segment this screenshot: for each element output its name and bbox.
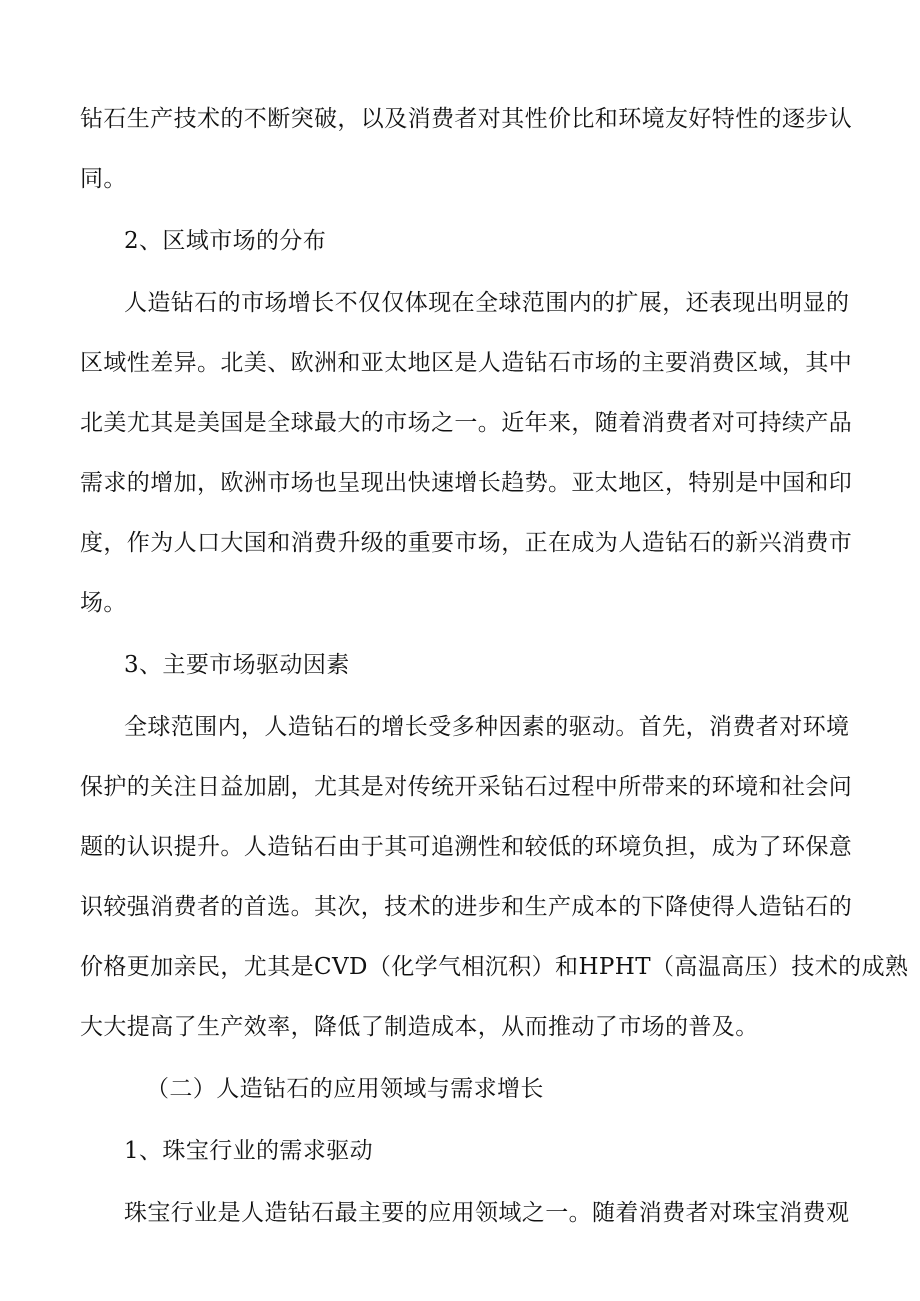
paragraph-drivers-line-3: 题的认识提升。人造钻石由于其可追溯性和较低的环境负担，成为了环保意 xyxy=(80,834,853,860)
paragraph-drivers-line-2: 保护的关注日益加剧，尤其是对传统开采钻石过程中所带来的环境和社会问 xyxy=(80,774,853,800)
paragraph-regional-line-4: 需求的增加，欧洲市场也呈现出快速增长趋势。亚太地区，特别是中国和印 xyxy=(80,470,853,496)
paragraph-regional-line-3: 北美尤其是美国是全球最大的市场之一。近年来，随着消费者对可持续产品 xyxy=(80,410,853,436)
paragraph-jewelry-line-1: 珠宝行业是人造钻石最主要的应用领域之一。随着消费者对珠宝消费观 xyxy=(124,1200,850,1226)
paragraph-drivers-line-5: 价格更加亲民，尤其是CVD（化学气相沉积）和HPHT（高温高压）技术的成熟 xyxy=(80,954,909,980)
paragraph-drivers-line-6: 大大提高了生产效率，降低了制造成本，从而推动了市场的普及。 xyxy=(80,1014,759,1040)
paragraph-regional-line-2: 区域性差异。北美、欧洲和亚太地区是人造钻石市场的主要消费区域，其中 xyxy=(80,350,853,376)
heading-regional-distribution: 2、区域市场的分布 xyxy=(124,228,327,254)
paragraph-drivers-line-4: 识较强消费者的首选。其次，技术的进步和生产成本的下降使得人造钻石的 xyxy=(80,894,853,920)
paragraph-regional-line-5: 度，作为人口大国和消费升级的重要市场，正在成为人造钻石的新兴消费市 xyxy=(80,530,853,556)
paragraph-regional-line-1: 人造钻石的市场增长不仅仅体现在全球范围内的扩展，还表现出明显的 xyxy=(124,290,850,316)
paragraph-intro-line-2: 同。 xyxy=(80,166,127,192)
paragraph-intro-line-1: 钻石生产技术的不断突破，以及消费者对其性价比和环境友好特性的逐步认 xyxy=(80,106,853,132)
heading-jewelry-demand: 1、珠宝行业的需求驱动 xyxy=(124,1138,374,1164)
section-heading-applications: （二）人造钻石的应用领域与需求增长 xyxy=(146,1076,544,1102)
paragraph-drivers-line-1: 全球范围内，人造钻石的增长受多种因素的驱动。首先，消费者对环境 xyxy=(124,714,850,740)
heading-market-drivers: 3、主要市场驱动因素 xyxy=(124,652,350,678)
paragraph-regional-line-6: 场。 xyxy=(80,590,127,616)
